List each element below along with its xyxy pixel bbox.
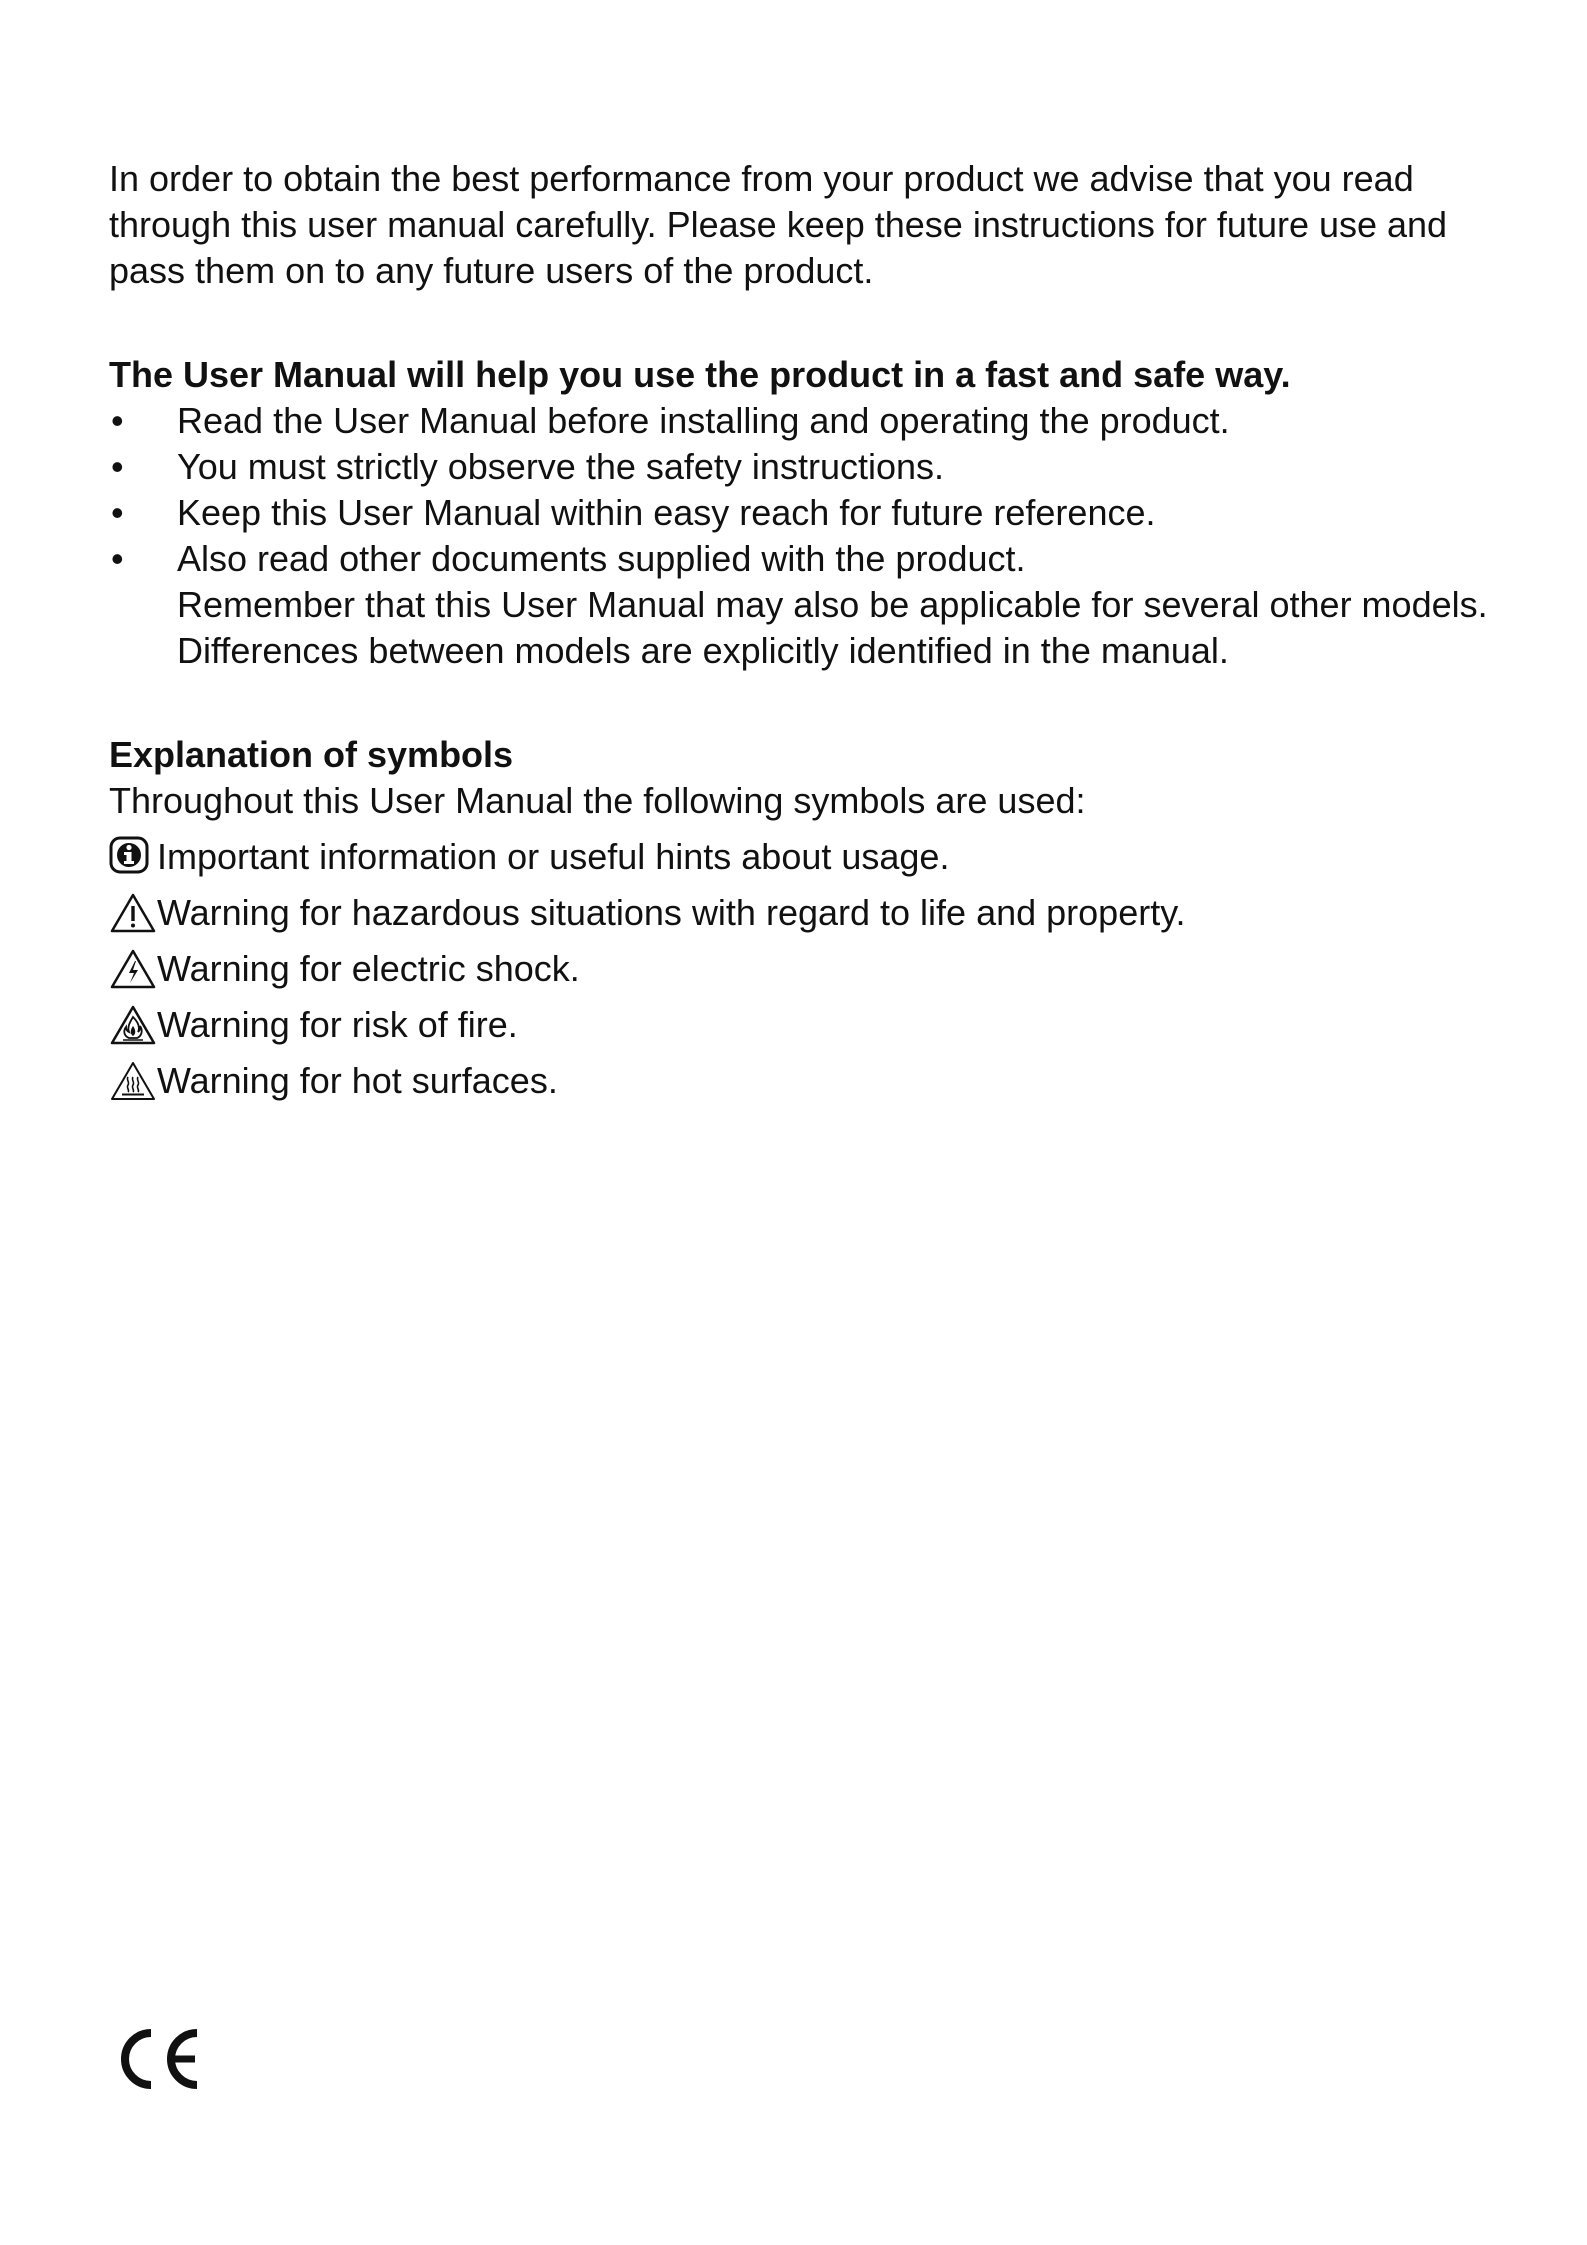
fire-warning-icon bbox=[109, 1004, 157, 1048]
document-page bbox=[109, 156, 1509, 1104]
symbol-description: Important information or useful hints about usage. bbox=[157, 836, 950, 877]
ce-mark-icon bbox=[109, 2025, 205, 2093]
symbols-intro: Throughout this User Manual the following symbols are used: bbox=[109, 780, 1086, 821]
list-item bbox=[109, 536, 1509, 582]
bullet-icon: • bbox=[111, 446, 124, 487]
symbol-description: Warning for electric shock. bbox=[157, 948, 580, 989]
list-item bbox=[109, 490, 1509, 536]
electric-shock-warning-icon bbox=[109, 948, 157, 992]
list-item bbox=[109, 444, 1509, 490]
differences-note: Differences between models are explicitly identified in the manual. bbox=[177, 630, 1229, 671]
symbol-description: Warning for hot surfaces. bbox=[157, 1060, 558, 1101]
hot-surface-warning-icon bbox=[109, 1060, 157, 1104]
symbol-item-electric-shock bbox=[109, 936, 1509, 992]
symbol-item-hot-surface bbox=[109, 1048, 1509, 1104]
symbol-item-info bbox=[109, 824, 1509, 880]
bullet-icon: • bbox=[111, 400, 124, 441]
list-item-text: Keep this User Manual within easy reach for future reference. bbox=[177, 492, 1156, 533]
models-note: Remember that this User Manual may also be applicable for several other models. bbox=[177, 584, 1488, 625]
bullet-icon: • bbox=[111, 492, 124, 533]
symbols-section bbox=[109, 732, 1509, 1104]
help-heading: The User Manual will help you use the product in a fast and safe way. bbox=[109, 354, 1291, 395]
list-item-text: Also read other documents supplied with the product. bbox=[177, 538, 1026, 579]
symbol-item-fire bbox=[109, 992, 1509, 1048]
list-item bbox=[109, 398, 1509, 444]
list-item-text: Read the User Manual before installing and operating the product. bbox=[177, 400, 1230, 441]
info-icon bbox=[109, 836, 157, 880]
symbol-description: Warning for risk of fire. bbox=[157, 1004, 518, 1045]
warning-triangle-icon bbox=[109, 892, 157, 936]
symbol-item-warning bbox=[109, 880, 1509, 936]
intro-paragraph: In order to obtain the best performance from your product we advise that you read through this user manual carefully. Please keep these instructions for future use and pass them on to any future users of the product. bbox=[109, 158, 1448, 291]
list-item-text: You must strictly observe the safety instructions. bbox=[177, 446, 945, 487]
help-section bbox=[109, 352, 1509, 674]
bullet-icon: • bbox=[111, 538, 124, 579]
symbol-description: Warning for hazardous situations with regard to life and property. bbox=[157, 892, 1186, 933]
symbols-heading: Explanation of symbols bbox=[109, 734, 514, 775]
help-bullet-list bbox=[109, 398, 1509, 582]
